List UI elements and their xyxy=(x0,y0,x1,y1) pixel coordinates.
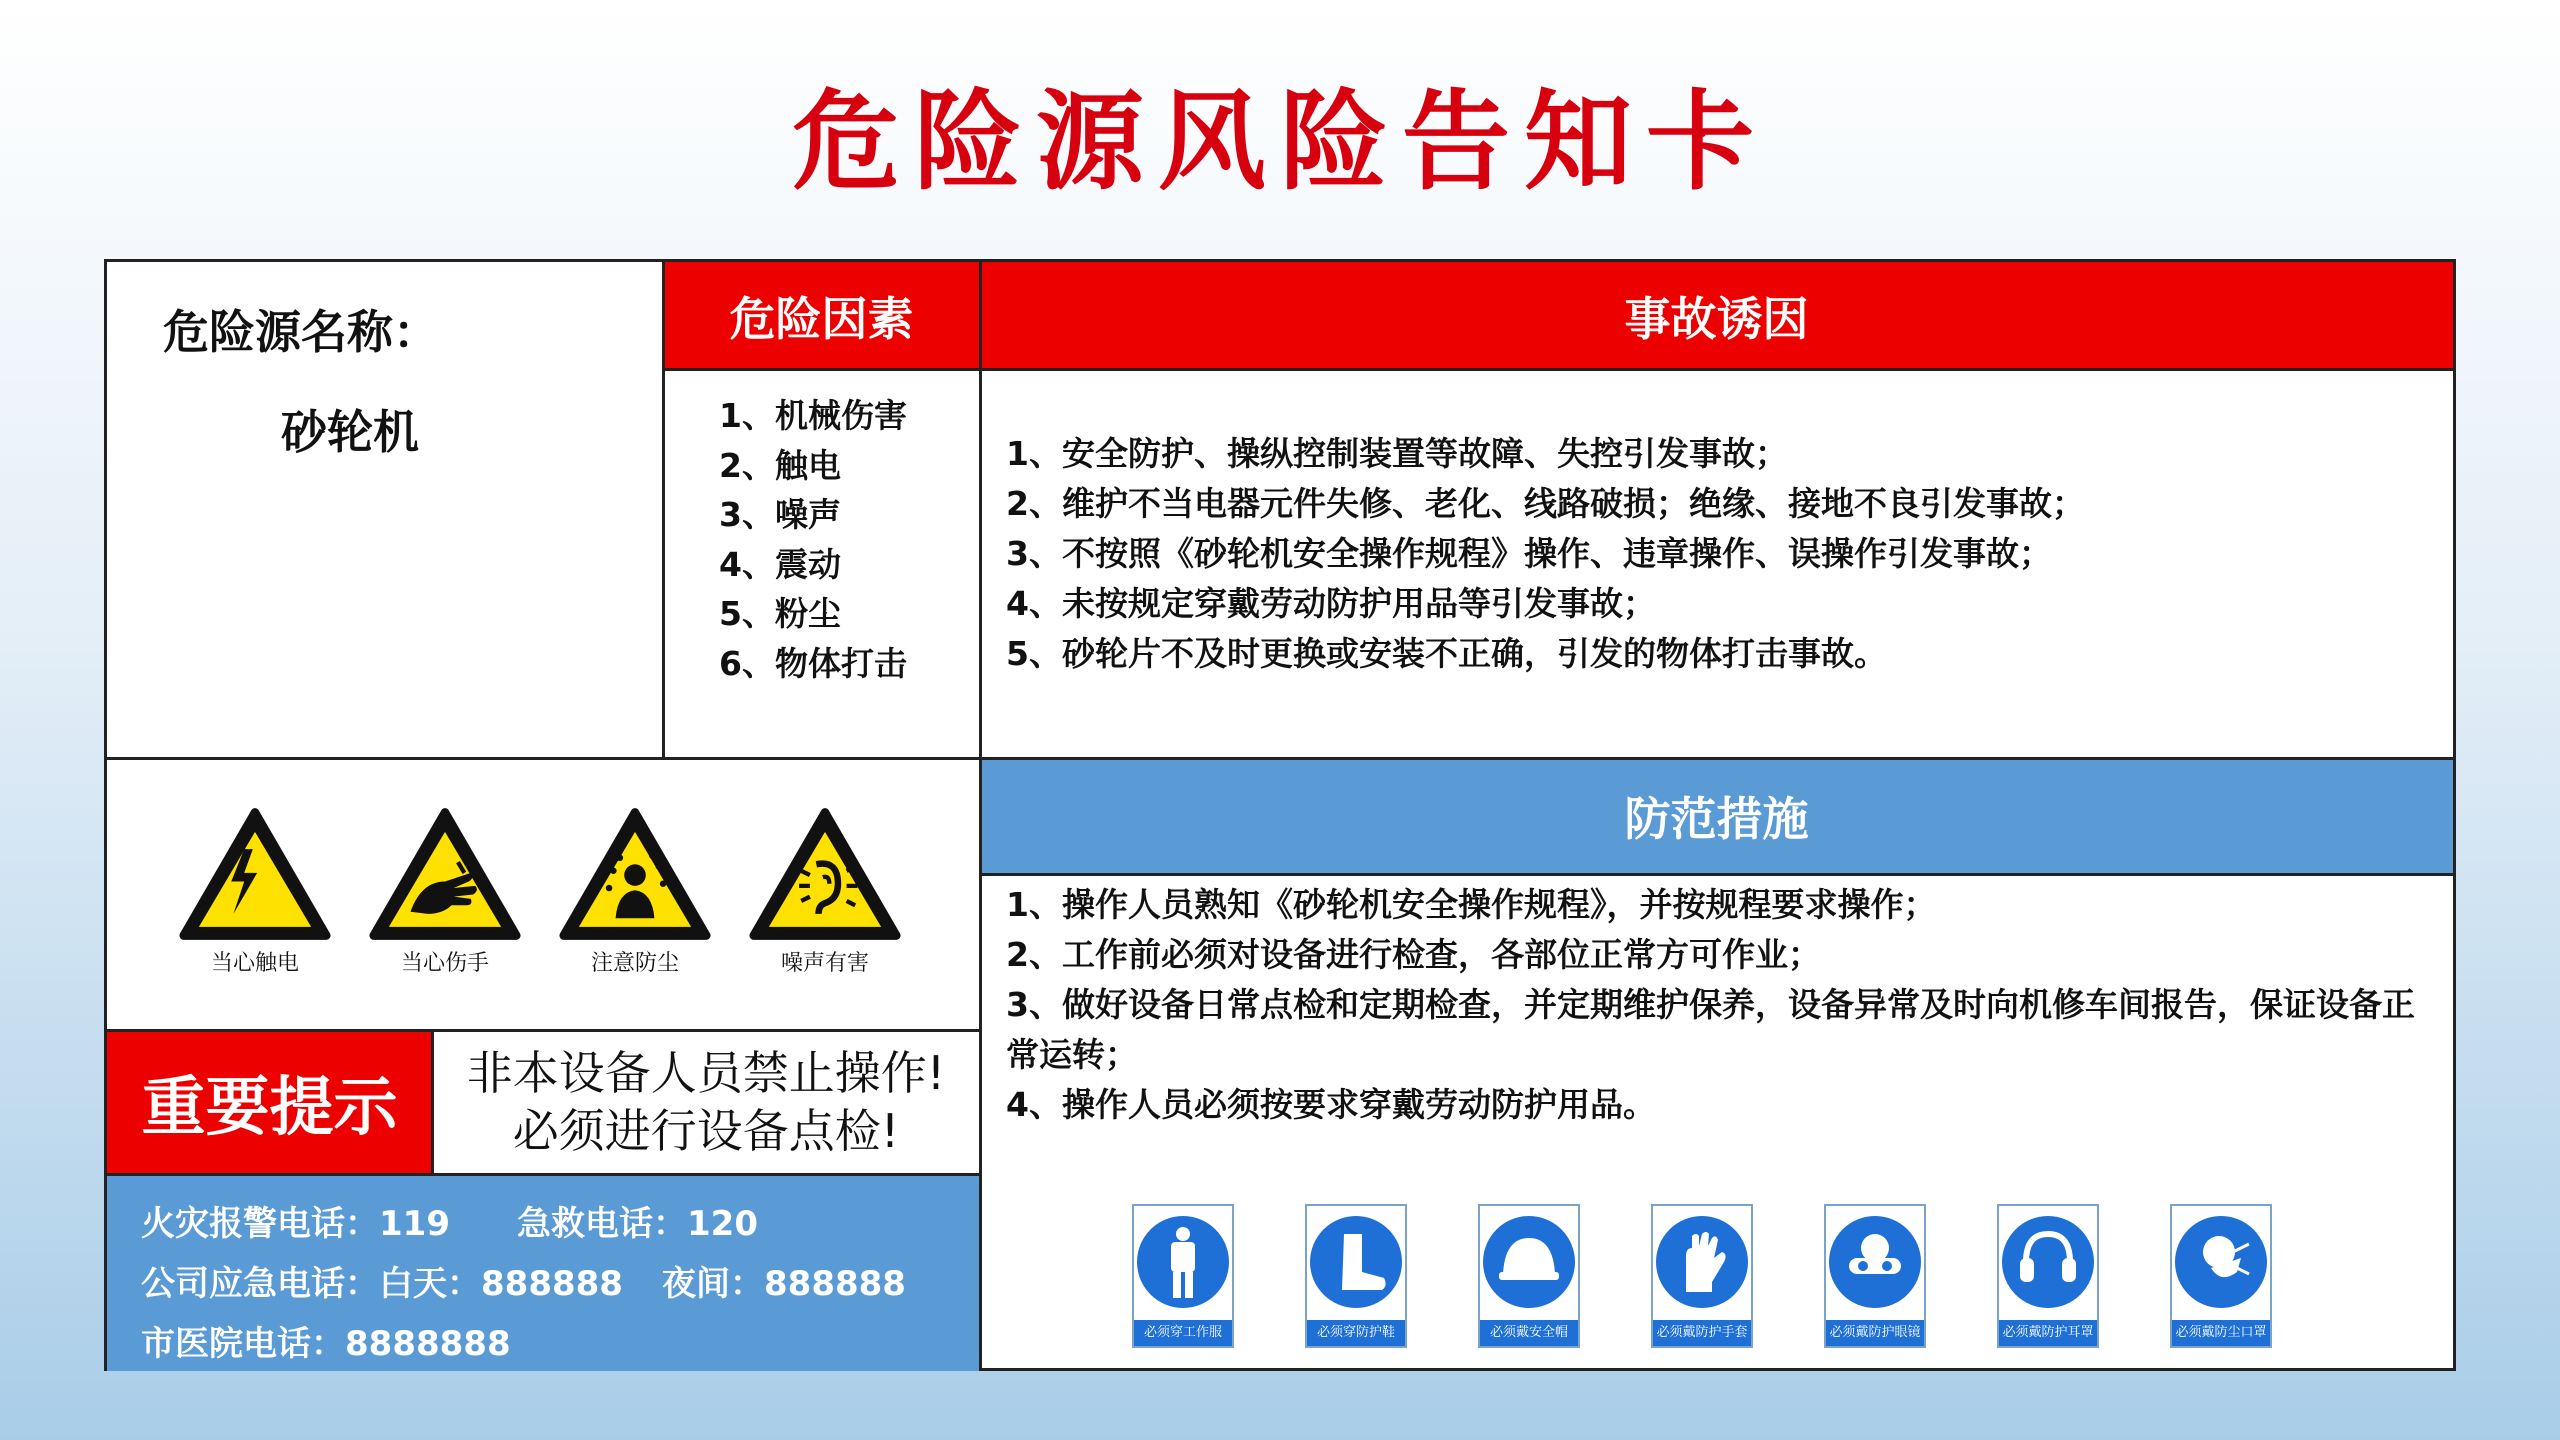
divider xyxy=(980,873,2453,876)
hazard-factors-list xyxy=(719,391,907,688)
accident-causes-heading: 事故诱因 xyxy=(980,262,2453,369)
divider xyxy=(662,262,665,758)
divider xyxy=(979,262,982,1371)
warning-sign xyxy=(557,806,713,977)
warning-sign-label: 噪声有害 xyxy=(780,951,869,976)
notice-text-cell xyxy=(432,1030,980,1174)
hazard-factors-list-cell xyxy=(663,369,980,758)
emergency-phone: 急救电话：120 xyxy=(517,1204,758,1244)
ppe-sign xyxy=(1478,1204,1580,1348)
ppe-sign xyxy=(1651,1204,1753,1348)
warning-sign-label: 当心触电 xyxy=(210,951,299,976)
hospital-phone: 市医院电话：8888888 xyxy=(141,1324,511,1364)
list-item: 5、粉尘 xyxy=(719,594,841,633)
prevention-cell xyxy=(980,874,2453,1371)
list-item: 4、震动 xyxy=(719,544,841,584)
ppe-sign-label: 必须戴安全帽 xyxy=(1480,1320,1578,1346)
list-item: 4、未按规定穿戴劳动防护用品等引发事故； xyxy=(1006,584,1656,623)
notice-line-2: 必须进行设备点检! xyxy=(512,1104,900,1158)
list-item: 3、不按照《砂轮机安全操作规程》操作、违章操作、误操作引发事故； xyxy=(1006,534,2052,573)
hazard-source-name: 砂轮机 xyxy=(281,405,419,459)
protective-gloves-icon xyxy=(1652,1212,1752,1312)
company-day-phone: 公司应急电话：白天：888888 xyxy=(141,1264,623,1304)
ear-muffs-icon xyxy=(1998,1212,2098,1312)
list-item: 3、做好设备日常点检和定期检查，并定期维护保养，设备异常及时向机修车间报告，保证设备正常运转； xyxy=(1006,985,2415,1074)
list-item: 2、维护不当电器元件失修、老化、线路破损；绝缘、接地不良引发事故； xyxy=(1006,484,2085,523)
hazard-factors-heading: 危险因素 xyxy=(663,262,980,369)
ppe-sign xyxy=(1305,1204,1407,1348)
list-item: 3、噪声 xyxy=(719,495,841,534)
warning-sign-label: 当心伤手 xyxy=(400,951,489,976)
electric-shock-warning-icon xyxy=(177,806,333,942)
ppe-sign xyxy=(2170,1204,2272,1348)
accident-causes-list-cell xyxy=(980,369,2453,758)
safety-goggles-icon xyxy=(1825,1212,1925,1312)
warning-sign xyxy=(367,806,523,977)
hazard-source-label: 危险源名称： xyxy=(163,305,439,359)
divider xyxy=(107,1029,980,1032)
list-item: 1、机械伤害 xyxy=(719,396,907,435)
safety-helmet-icon xyxy=(1479,1212,1579,1312)
hand-injury-warning-icon xyxy=(367,806,523,942)
list-item: 1、操作人员熟知《砂轮机安全操作规程》，并按规程要求操作； xyxy=(1006,885,1937,924)
company-night-phone: 夜间：888888 xyxy=(662,1264,906,1304)
warning-sign xyxy=(747,806,903,977)
hazard-source-cell xyxy=(107,262,663,758)
divider xyxy=(107,1173,980,1176)
notice-line-1: 非本设备人员禁止操作! xyxy=(466,1046,946,1100)
risk-notice-card xyxy=(104,259,2456,1371)
dust-mask-icon xyxy=(2171,1212,2271,1312)
notice-heading: 重要提示 xyxy=(107,1030,432,1174)
fire-phone: 火灾报警电话：119 xyxy=(141,1204,450,1244)
work-clothes-icon xyxy=(1133,1212,1233,1312)
ppe-sign xyxy=(1824,1204,1926,1348)
page-title: 危险源风险告知卡 xyxy=(791,80,1768,205)
divider xyxy=(663,368,2453,371)
ppe-sign-label: 必须戴防护手套 xyxy=(1653,1320,1751,1346)
warning-signs-row xyxy=(177,806,903,977)
list-item: 4、操作人员必须按要求穿戴劳动防护用品。 xyxy=(1006,1085,1656,1124)
noise-warning-icon xyxy=(747,806,903,942)
prevention-heading: 防范措施 xyxy=(980,758,2453,874)
list-item: 2、工作前必须对设备进行检查，各部位正常方可作业； xyxy=(1006,935,1821,974)
safety-boots-icon xyxy=(1306,1212,1406,1312)
ppe-sign xyxy=(1132,1204,1234,1348)
list-item: 1、安全防护、操纵控制装置等故障、失控引发事故； xyxy=(1006,434,1788,473)
divider xyxy=(431,1030,434,1174)
ppe-sign-label: 必须戴防护耳罩 xyxy=(1999,1320,2097,1346)
warning-sign xyxy=(177,806,333,977)
ppe-signs-row xyxy=(1132,1204,2272,1348)
divider xyxy=(107,757,2453,760)
ppe-sign xyxy=(1997,1204,2099,1348)
ppe-sign-label: 必须穿工作服 xyxy=(1134,1320,1232,1346)
ppe-sign-label: 必须穿防护鞋 xyxy=(1307,1320,1405,1346)
warning-signs-cell xyxy=(107,758,980,1030)
list-item: 6、物体打击 xyxy=(719,643,907,683)
list-item: 5、砂轮片不及时更换或安装不正确，引发的物体打击事故。 xyxy=(1006,634,1887,673)
ppe-sign-label: 必须戴防护眼镜 xyxy=(1826,1320,1924,1346)
ppe-sign-label: 必须戴防尘口罩 xyxy=(2172,1320,2270,1346)
warning-sign-label: 注意防尘 xyxy=(590,951,679,976)
prevention-list xyxy=(1006,880,2431,1130)
list-item: 2、触电 xyxy=(719,445,841,485)
dust-warning-icon xyxy=(557,806,713,942)
contacts-cell xyxy=(107,1174,980,1371)
accident-causes-list xyxy=(1006,429,2085,679)
